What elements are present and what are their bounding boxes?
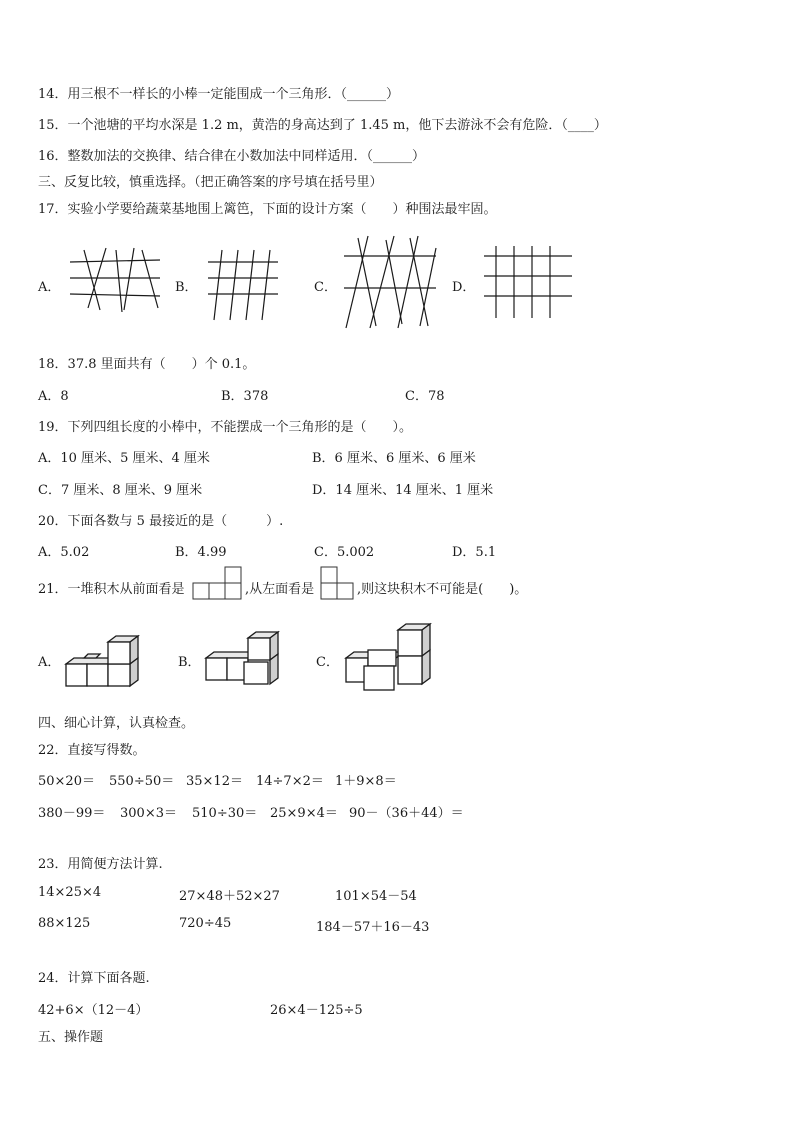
q22-item: 550÷50＝ bbox=[109, 774, 175, 789]
q24-item: 42+6×（12－4） bbox=[38, 1003, 149, 1018]
q20-option-b: B．4.99 bbox=[175, 545, 227, 560]
question-24: 24．计算下面各题. bbox=[38, 971, 150, 986]
q22-item: 14÷7×2＝ bbox=[256, 774, 324, 789]
fence-figure-b bbox=[206, 248, 280, 322]
q22-item: 90－（36＋44）＝ bbox=[349, 806, 464, 821]
question-21-part-a: 21．一堆积木从前面看是 bbox=[38, 582, 185, 597]
question-19: 19．下列四组长度的小棒中，不能摆成一个三角形的是（ ）。 bbox=[38, 420, 413, 435]
fence-figure-a bbox=[66, 246, 166, 314]
q20-option-a: A．5.02 bbox=[38, 545, 90, 560]
question-21-part-b: ,从左面看是 bbox=[245, 582, 315, 597]
q24-item: 26×4－125÷5 bbox=[270, 1003, 363, 1018]
q20-option-c: C．5.002 bbox=[314, 545, 375, 560]
q22-item: 35×12＝ bbox=[186, 774, 243, 789]
q17-option-b-label: B． bbox=[175, 280, 198, 295]
q18-option-c: C．78 bbox=[405, 389, 445, 404]
q19-option-d: D．14 厘米、14 厘米、1 厘米 bbox=[312, 483, 494, 498]
fence-figure-c bbox=[340, 234, 440, 332]
question-21-part-c: ,则这块积木不可能是( )。 bbox=[357, 582, 528, 597]
q18-option-b: B．378 bbox=[221, 389, 269, 404]
q17-option-a-label: A． bbox=[38, 280, 61, 295]
front-view-figure bbox=[192, 566, 244, 600]
q23-item: 14×25×4 bbox=[38, 885, 102, 900]
question-23: 23．用简便方法计算. bbox=[38, 857, 163, 872]
cube-stack-figure-c bbox=[342, 622, 434, 692]
cube-stack-figure-a bbox=[62, 630, 142, 688]
question-22: 22．直接写得数。 bbox=[38, 743, 146, 758]
question-15: 15．一个池塘的平均水深是 1.2 m，黄浩的身高达到了 1.45 m，他下去游泳不会有危险．（____） bbox=[38, 118, 607, 133]
q22-item: 50×20＝ bbox=[38, 774, 95, 789]
section-5-heading: 五、操作题 bbox=[38, 1030, 104, 1045]
fence-figure-d bbox=[482, 244, 574, 320]
question-14: 14．用三根不一样长的小棒一定能围成一个三角形．（______） bbox=[38, 87, 400, 102]
q23-item: 101×54－54 bbox=[335, 889, 417, 904]
q21-option-c-label: C． bbox=[316, 655, 339, 670]
q22-item: 510÷30＝ bbox=[192, 806, 258, 821]
q19-option-b: B．6 厘米、6 厘米、6 厘米 bbox=[312, 451, 476, 466]
q19-option-c: C．7 厘米、8 厘米、9 厘米 bbox=[38, 483, 203, 498]
q19-option-a: A．10 厘米、5 厘米、4 厘米 bbox=[38, 451, 210, 466]
q22-item: 25×9×4＝ bbox=[270, 806, 338, 821]
question-17: 17．实验小学要给蔬菜基地围上篱笆，下面的设计方案（ ）种围法最牢固。 bbox=[38, 202, 497, 217]
q23-item: 184－57＋16－43 bbox=[316, 920, 430, 935]
q21-option-a-label: A． bbox=[38, 655, 61, 670]
q22-item: 1＋9×8＝ bbox=[335, 774, 397, 789]
question-20: 20．下面各数与 5 最接近的是（ ）. bbox=[38, 514, 284, 529]
left-view-figure bbox=[320, 566, 356, 600]
q23-item: 88×125 bbox=[38, 916, 91, 931]
q21-option-b-label: B． bbox=[178, 655, 201, 670]
q23-item: 720÷45 bbox=[179, 916, 232, 931]
q17-option-d-label: D． bbox=[452, 280, 476, 295]
section-3-heading: 三、反复比较，慎重选择。（把正确答案的序号填在括号里） bbox=[38, 175, 383, 190]
q23-item: 27×48＋52×27 bbox=[179, 889, 280, 904]
q20-option-d: D．5.1 bbox=[452, 545, 497, 560]
q22-item: 300×3＝ bbox=[120, 806, 177, 821]
section-4-heading: 四、细心计算，认真检查。 bbox=[38, 716, 195, 731]
cube-stack-figure-b bbox=[202, 628, 282, 688]
question-16: 16．整数加法的交换律、结合律在小数加法中同样适用．（______） bbox=[38, 149, 426, 164]
q22-item: 380－99＝ bbox=[38, 806, 106, 821]
q17-option-c-label: C． bbox=[314, 280, 337, 295]
q18-option-a: A．8 bbox=[38, 389, 69, 404]
question-18: 18．37.8 里面共有（ ）个 0.1。 bbox=[38, 357, 256, 372]
